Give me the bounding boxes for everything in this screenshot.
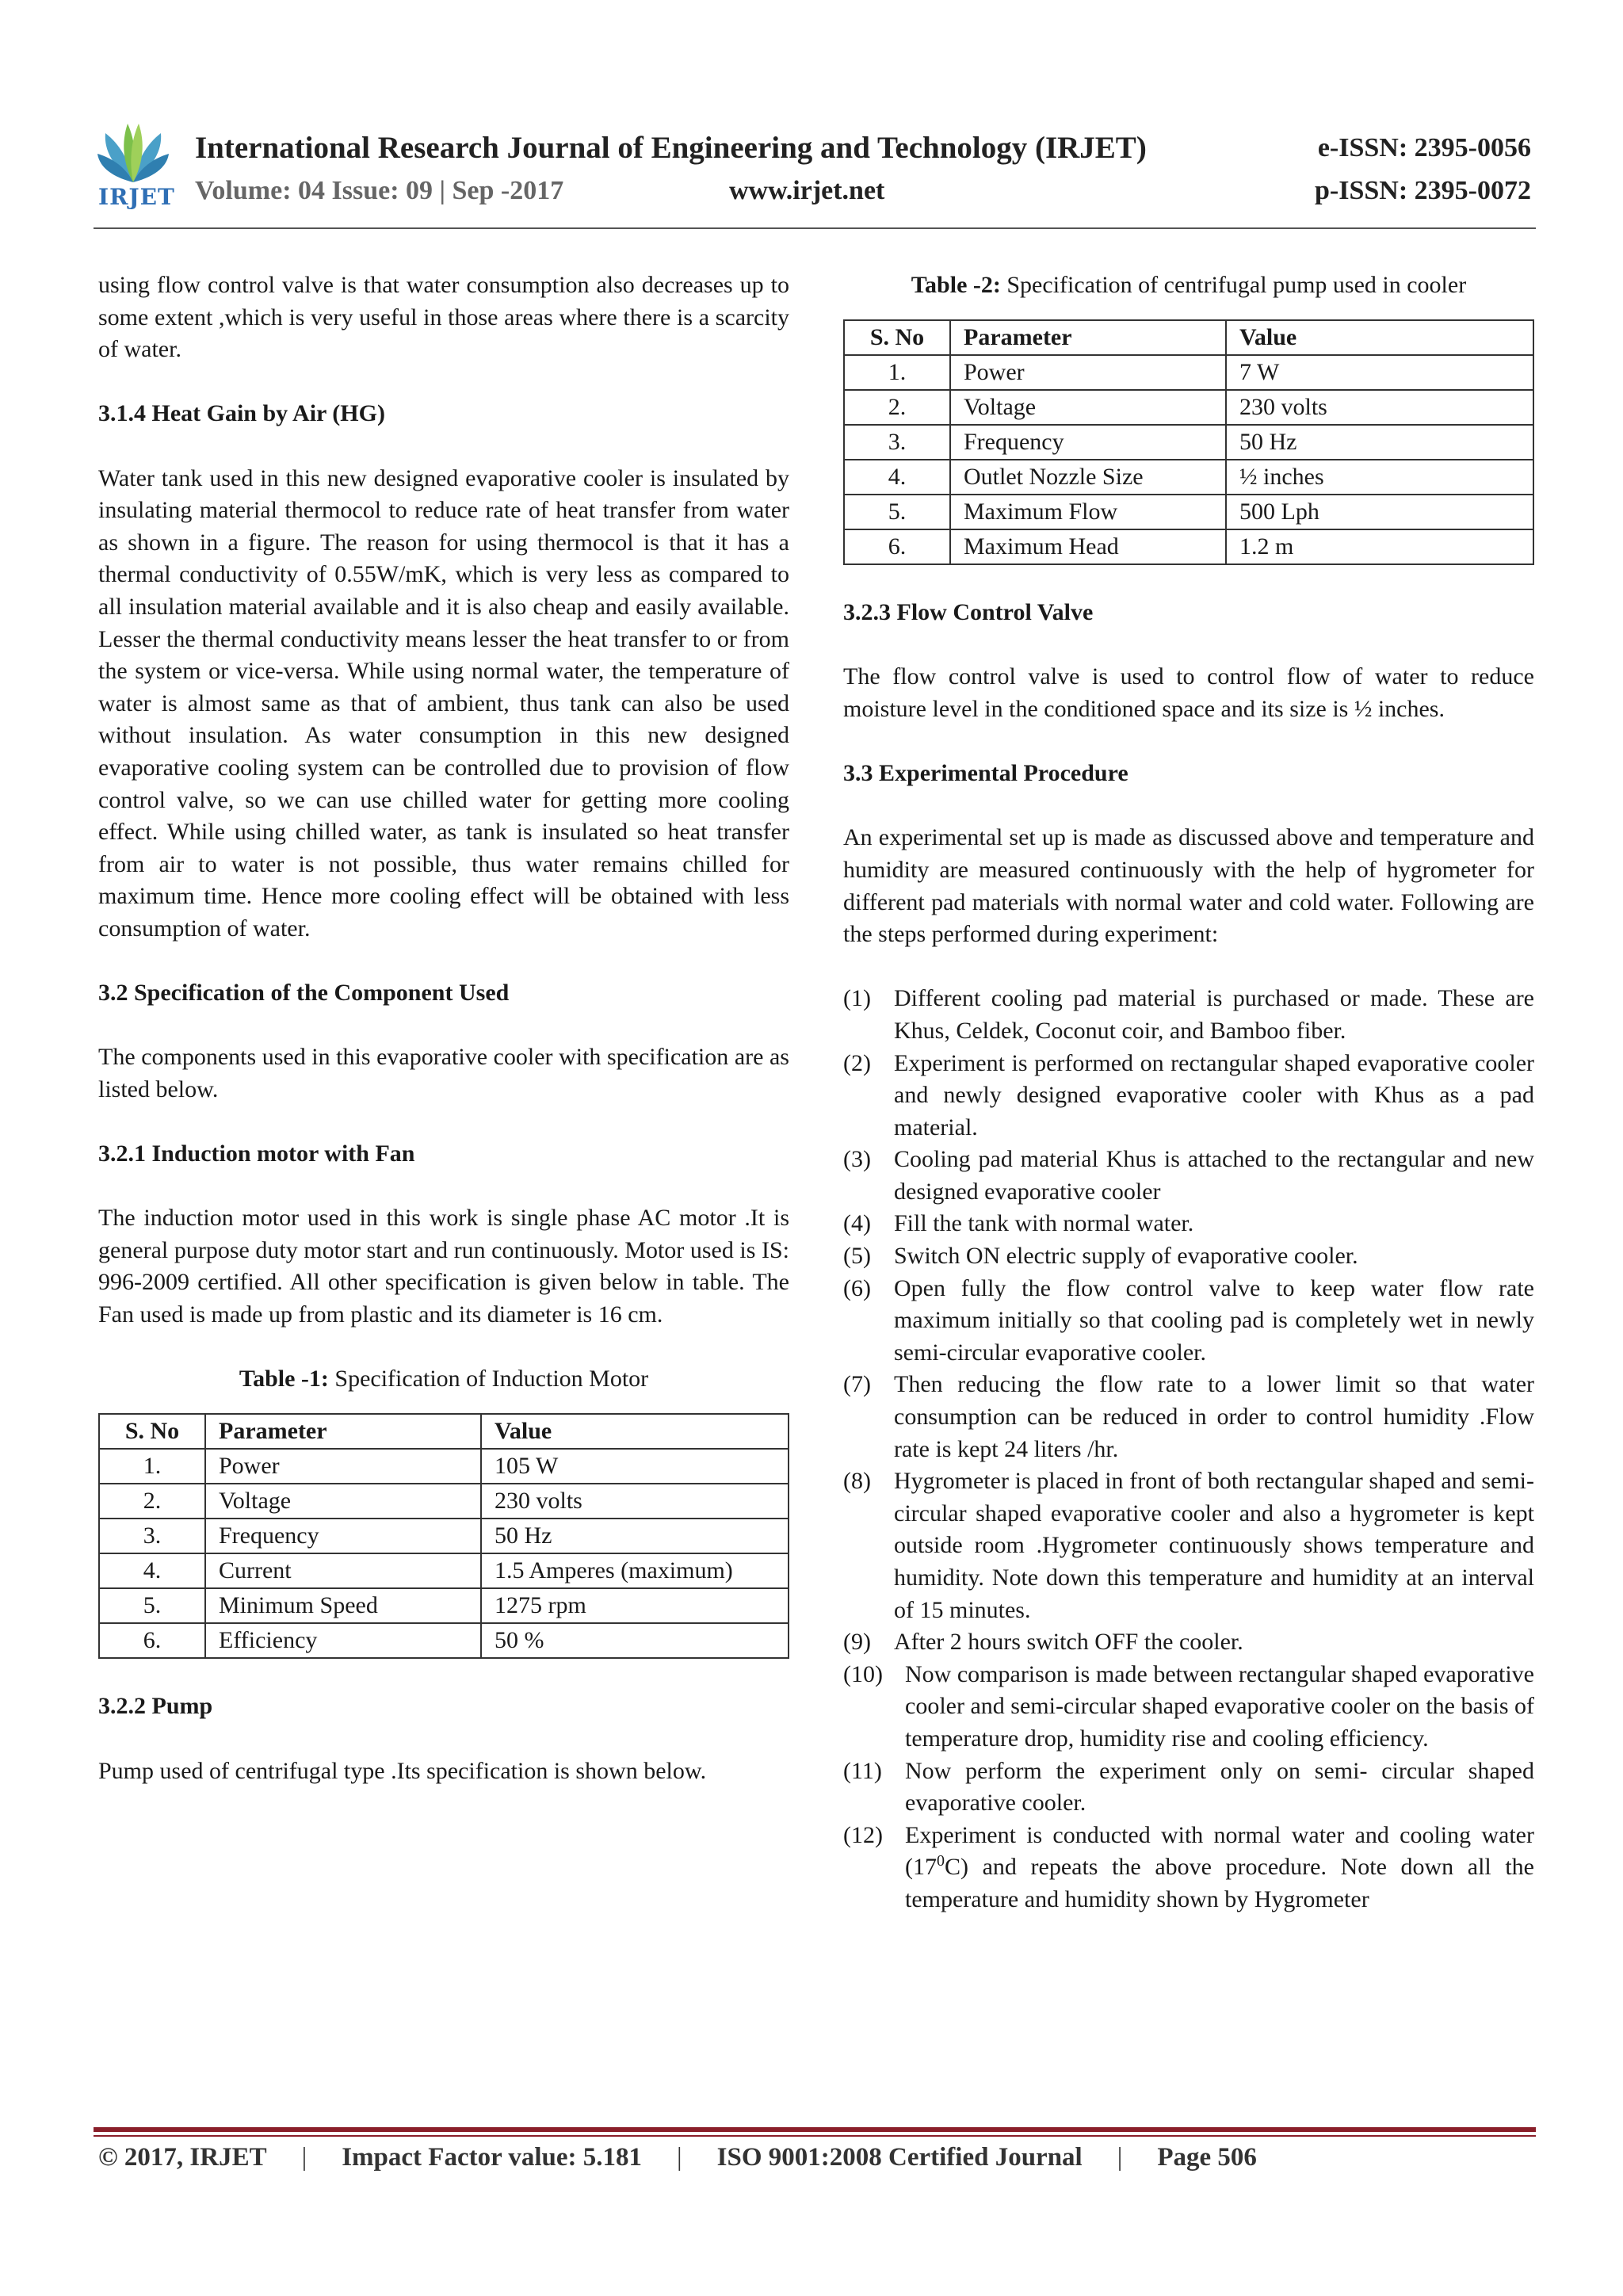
- step-text: Then reducing the flow rate to a lower limit so that water consumption can be reduced in order to control humidity .Flow rate is kept 24 liters /hr.: [894, 1371, 1534, 1462]
- step-text: Fill the tank with normal water.: [894, 1210, 1194, 1237]
- step-number: (3): [843, 1146, 871, 1173]
- paragraph-3-2-3: The flow control valve is used to control flow of water to reduce moisture level in the conditioned space and its size is ½ inches.: [843, 663, 1534, 722]
- cell-sno: 2.: [99, 1484, 205, 1519]
- table-2-title: Specification of centrifugal pump used in cooler: [1000, 272, 1467, 298]
- table-row: [99, 1623, 789, 1658]
- journal-website[interactable]: www.irjet.net: [729, 176, 885, 205]
- intro-paragraph: using flow control valve is that water consumption also decreases up to some extent ,which is very useful in those areas where there is a scarcity of water.: [98, 272, 789, 363]
- step-number: (10): [843, 1660, 883, 1687]
- list-item: [843, 1208, 1534, 1240]
- table-row: [844, 460, 1533, 495]
- list-item: [843, 1369, 1534, 1465]
- step-number: (12): [843, 1821, 883, 1848]
- cell-value: 1.2 m: [1226, 529, 1533, 564]
- cell-parameter: Voltage: [205, 1484, 481, 1519]
- heading-3-2: 3.2 Specification of the Component Used: [98, 980, 510, 1007]
- cell-sno: 4.: [99, 1553, 205, 1588]
- step-number: (7): [843, 1371, 871, 1398]
- step-number: (11): [843, 1757, 882, 1784]
- footer-page-number: Page 506: [1157, 2143, 1257, 2172]
- list-item: [843, 983, 1534, 1047]
- superscript-degree: 0: [937, 1852, 945, 1870]
- footer-iso: ISO 9001:2008 Certified Journal: [716, 2143, 1083, 2172]
- cell-value: ½ inches: [1226, 460, 1533, 495]
- cell-sno: 4.: [844, 460, 950, 495]
- step-text: Switch ON electric supply of evaporative cooler.: [894, 1243, 1358, 1270]
- paragraph-3-3: An experimental set up is made as discussed above and temperature and humidity are measured continuously with the help of hygrometer for different pad materials with normal water and cold water. Following are the steps performed during experiment:: [843, 824, 1534, 948]
- list-item: [843, 1465, 1534, 1626]
- step-12-text-a: Experiment is conducted with normal water and cooling water (17: [905, 1821, 1534, 1881]
- right-column: [843, 269, 1534, 1916]
- paragraph-3-2-1: The induction motor used in this work is single phase AC motor .It is general purpose duty motor start and run continuously. Motor used is IS: 996-2009 certified. All other specification is given below in table. The Fan used is made up from plastic and its diameter is 16 cm.: [98, 1205, 789, 1328]
- cell-sno: 6.: [844, 529, 950, 564]
- table-row: [99, 1553, 789, 1588]
- cell-value: 230 volts: [481, 1484, 789, 1519]
- page-footer: [98, 2143, 1257, 2172]
- table-row: [844, 390, 1533, 425]
- table-1-caption: [98, 1363, 789, 1396]
- list-item: [843, 1048, 1534, 1144]
- cell-value: 7 W: [1226, 355, 1533, 390]
- heading-3-3: 3.3 Experimental Procedure: [843, 760, 1128, 787]
- table-header-row: [99, 1414, 789, 1449]
- procedure-steps: [843, 983, 1534, 1916]
- column-header-value: Value: [1226, 320, 1533, 355]
- page-header: [94, 119, 1536, 238]
- list-item: [843, 1626, 1534, 1659]
- table-2-label: Table -2:: [911, 272, 1001, 298]
- step-text: Now perform the experiment only on semi- circular shaped evaporative cooler.: [905, 1757, 1534, 1817]
- column-header-value: Value: [481, 1414, 789, 1449]
- step-text: [905, 1820, 1534, 1916]
- pissn: p-ISSN: 2395-0072: [1315, 176, 1531, 205]
- table-2-centrifugal-pump: [843, 319, 1534, 565]
- table-row: [844, 425, 1533, 460]
- cell-value: 230 volts: [1226, 390, 1533, 425]
- step-number: (6): [843, 1274, 871, 1301]
- step-text: Now comparison is made between rectangular shaped evaporative cooler and semi-circular shaped evaporative cooler on the basis of temperature drop, humidity rise and cooling efficiency.: [905, 1660, 1534, 1752]
- step-text: Hygrometer is placed in front of both rectangular shaped and semi-circular shaped evaporative cooler and also a hygrometer is kept outside room .Hygrometer continuously shows temperature and humidity. Note down this temperature and humidity at an interval of 15 minutes.: [894, 1468, 1534, 1623]
- step-number: (2): [843, 1049, 871, 1076]
- cell-parameter: Maximum Flow: [950, 495, 1226, 529]
- table-1-induction-motor: [98, 1413, 789, 1659]
- cell-sno: 6.: [99, 1623, 205, 1658]
- step-text: Cooling pad material Khus is attached to the rectangular and new designed evaporative cooler: [894, 1146, 1534, 1205]
- heading-3-2-1: 3.2.1 Induction motor with Fan: [98, 1140, 415, 1167]
- volume-issue: Volume: 04 Issue: 09 | Sep -2017: [195, 176, 564, 205]
- heading-3-2-3: 3.2.3 Flow Control Valve: [843, 599, 1094, 626]
- footer-divider-thin: [94, 2135, 1536, 2137]
- step-number: (1): [843, 985, 871, 1012]
- table-header-row: [844, 320, 1533, 355]
- step-text: Experiment is performed on rectangular shaped evaporative cooler and newly designed evaporative cooler with Khus as a pad material.: [894, 1049, 1534, 1140]
- table-row: [99, 1484, 789, 1519]
- table-1-title: Specification of Induction Motor: [328, 1366, 649, 1392]
- table-row: [844, 355, 1533, 390]
- heading-3-1-4: 3.1.4 Heat Gain by Air (HG): [98, 400, 385, 427]
- paragraph-3-2-2: Pump used of centrifugal type .Its specification is shown below.: [98, 1757, 707, 1784]
- cell-parameter: Frequency: [205, 1519, 481, 1553]
- footer-separator: |: [677, 2143, 682, 2172]
- table-row: [844, 495, 1533, 529]
- footer-impact-factor: Impact Factor value: 5.181: [342, 2143, 643, 2172]
- cell-sno: 1.: [844, 355, 950, 390]
- step-number: (9): [843, 1629, 871, 1656]
- heading-3-2-2: 3.2.2 Pump: [98, 1693, 213, 1720]
- cell-sno: 5.: [99, 1588, 205, 1623]
- footer-separator: |: [1117, 2143, 1123, 2172]
- header-divider: [94, 227, 1536, 229]
- cell-parameter: Power: [950, 355, 1226, 390]
- column-header-sno: S. No: [844, 320, 950, 355]
- cell-sno: 5.: [844, 495, 950, 529]
- left-column: [98, 269, 789, 1787]
- step-text: Open fully the flow control valve to keep water flow rate maximum initially so that cooling pad is completely wet in newly semi-circular evaporative cooler.: [894, 1274, 1534, 1366]
- table-row: [99, 1449, 789, 1484]
- cell-sno: 3.: [99, 1519, 205, 1553]
- cell-parameter: Voltage: [950, 390, 1226, 425]
- table-2-caption: [843, 269, 1534, 302]
- paragraph-3-1-4: Water tank used in this new designed evaporative cooler is insulated by insulating material thermocol to reduce rate of heat transfer from water as shown in a figure. The reason for using thermocol is that it has a thermal conductivity of 0.55W/mK, which is very less as compared to all insulation material available and it is also cheap and easily available. Lesser the thermal conductivity means lesser the heat transfer to or from the system or vice-versa. While using normal water, the temperature of water is almost same as that of ambient, thus tank can also be used without insulation. As water consumption in this new designed evaporative cooling system can be controlled due to provision of flow control valve, so we can use chilled water for getting more cooling effect. While using chilled water, as tank is insulated so heat transfer from air to water is not possible, thus water remains chilled for maximum time. Hence more cooling effect will be obtained with less consumption of water.: [98, 464, 789, 942]
- footer-divider-thick: [94, 2127, 1536, 2132]
- cell-parameter: Efficiency: [205, 1623, 481, 1658]
- cell-parameter: Power: [205, 1449, 481, 1484]
- column-header-parameter: Parameter: [950, 320, 1226, 355]
- table-row: [844, 529, 1533, 564]
- cell-value: 50 %: [481, 1623, 789, 1658]
- cell-parameter: Minimum Speed: [205, 1588, 481, 1623]
- list-item: [843, 1144, 1534, 1208]
- cell-parameter: Outlet Nozzle Size: [950, 460, 1226, 495]
- cell-parameter: Maximum Head: [950, 529, 1226, 564]
- column-header-sno: S. No: [99, 1414, 205, 1449]
- footer-separator: |: [301, 2143, 307, 2172]
- cell-sno: 3.: [844, 425, 950, 460]
- table-row: [99, 1588, 789, 1623]
- footer-copyright: © 2017, IRJET: [98, 2143, 267, 2172]
- table-1-label: Table -1:: [239, 1366, 329, 1392]
- paragraph-3-2: The components used in this evaporative cooler with specification are as listed below.: [98, 1044, 789, 1102]
- step-number: (5): [843, 1243, 871, 1270]
- journal-title: International Research Journal of Engineering and Technology (IRJET): [195, 131, 1147, 165]
- cell-sno: 1.: [99, 1449, 205, 1484]
- eissn: e-ISSN: 2395-0056: [1317, 133, 1531, 162]
- step-number: (8): [843, 1468, 871, 1495]
- journal-logo: [94, 119, 181, 214]
- cell-value: 50 Hz: [1226, 425, 1533, 460]
- leaf-logo-icon: [97, 119, 169, 184]
- cell-value: 500 Lph: [1226, 495, 1533, 529]
- step-12-text-b: C) and repeats the above procedure. Note down all the temperature and humidity shown by Hygrometer: [905, 1854, 1534, 1912]
- list-item: [843, 1240, 1534, 1273]
- list-item: [843, 1659, 1534, 1755]
- cell-value: 1.5 Amperes (maximum): [481, 1553, 789, 1588]
- cell-value: 50 Hz: [481, 1519, 789, 1553]
- cell-parameter: Frequency: [950, 425, 1226, 460]
- list-item: [843, 1273, 1534, 1370]
- logo-text: IRJET: [98, 184, 175, 210]
- cell-value: 105 W: [481, 1449, 789, 1484]
- step-text: Different cooling pad material is purchased or made. These are Khus, Celdek, Coconut coir, and Bamboo fiber.: [894, 985, 1534, 1044]
- list-item: [843, 1820, 1534, 1916]
- column-header-parameter: Parameter: [205, 1414, 481, 1449]
- cell-parameter: Current: [205, 1553, 481, 1588]
- list-item: [843, 1755, 1534, 1820]
- table-row: [99, 1519, 789, 1553]
- step-text: After 2 hours switch OFF the cooler.: [894, 1629, 1243, 1656]
- cell-value: 1275 rpm: [481, 1588, 789, 1623]
- cell-sno: 2.: [844, 390, 950, 425]
- step-number: (4): [843, 1210, 871, 1237]
